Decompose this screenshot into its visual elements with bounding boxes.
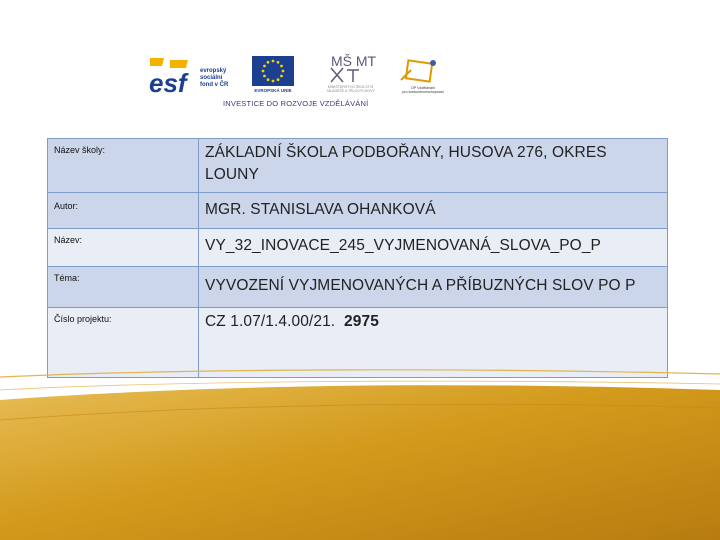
label-tema: Téma:: [54, 273, 80, 283]
label-cell: [48, 139, 199, 193]
investice-tagline: INVESTICE DO ROZVOJE VZDĚLÁVÁNÍ: [223, 99, 369, 108]
label-cell: [48, 229, 199, 267]
logo-strip: [145, 52, 450, 112]
eu-flag-icon: [252, 56, 294, 86]
esf-logo: [148, 56, 243, 96]
value-nazev-skoly: ZÁKLADNÍ ŠKOLA PODBOŘANY, HUSOVA 276, OKRES LOUNY: [205, 144, 607, 183]
bottom-decoration: [0, 360, 720, 540]
label-cislo-projektu: Číslo projektu:: [54, 314, 112, 324]
value-cislo-projektu: [199, 308, 667, 333]
value-cell: [199, 229, 668, 267]
label-cell: [48, 193, 199, 229]
esf-logo-icon: [148, 56, 196, 96]
msmt-text: MINISTERSTVO ŠKOLSTVÍ, MLÁDEŽE A TĚLOVÝCHOVY: [327, 85, 375, 94]
eu-text: EVROPSKÁ UNIE: [254, 88, 292, 93]
project-number-bold: 2975: [344, 313, 379, 330]
value-cell: [199, 193, 668, 229]
msmt-logo: [313, 52, 385, 98]
esf-mark-text: esf: [149, 68, 187, 96]
table-row: [48, 193, 668, 229]
label-nazev: Název:: [54, 235, 83, 245]
label-nazev-skoly: Název školy:: [54, 145, 106, 155]
label-autor: Autor:: [54, 201, 79, 211]
esf-text: evropský sociální fond v ČR: [200, 68, 229, 88]
info-table: [47, 138, 668, 378]
value-tema: VYVOZENÍ VYJMENOVANÝCH A PŘÍBUZNÝCH SLOV PO P: [205, 277, 636, 294]
table-row: [48, 267, 668, 308]
value-nazev: VY_32_INOVACE_245_VYJMENOVANÁ_SLOVA_PO_P: [205, 237, 601, 254]
value-cell: [199, 267, 668, 308]
op-text: OP Vzdělávání pro konkurenceschopnost: [402, 86, 444, 95]
table-row: [48, 229, 668, 267]
label-cell: [48, 267, 199, 308]
table-row: [48, 139, 668, 193]
op-logo-icon: [397, 56, 449, 86]
project-number: CZ 1.07/1.4.00/21.: [205, 313, 336, 330]
value-autor: MGR. STANISLAVA OHANKOVÁ: [205, 201, 436, 218]
msmt-logo-icon: [313, 52, 385, 86]
value-cell: [199, 139, 668, 193]
op-logo: [397, 56, 445, 98]
msmt-mark-text: MŠ MT: [331, 53, 377, 69]
eu-logo: [249, 56, 297, 96]
